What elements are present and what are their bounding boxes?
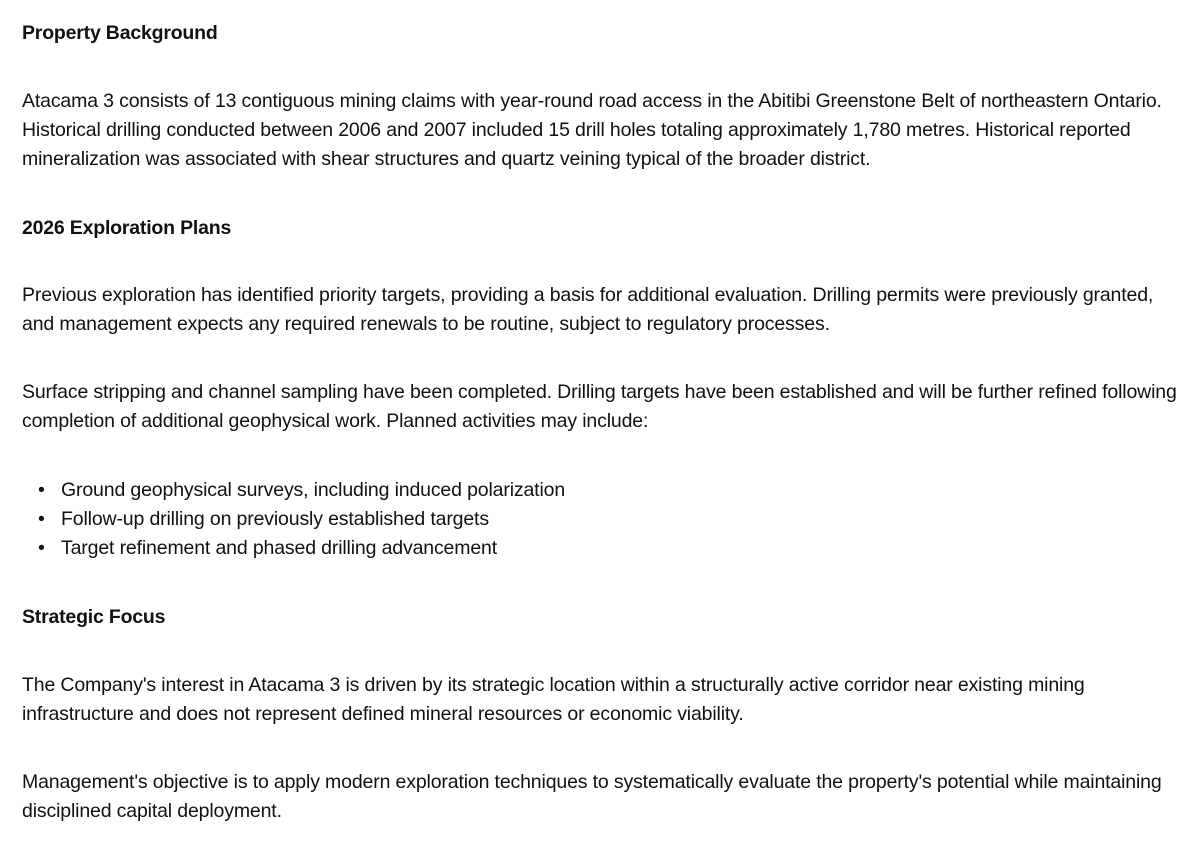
list-item-text: Ground geophysical surveys, including induced polarization [61, 479, 566, 501]
list-item [22, 505, 1186, 534]
list-item-text: Target refinement and phased drilling advancement [61, 537, 498, 559]
paragraph-exploration-plans-1: Previous exploration has identified priority targets, providing a basis for additional evaluation. Drilling permits were previously granted, and management expects any required renewals to be routine, subject to regulatory processes. [22, 284, 1154, 335]
bullet-icon: • [38, 537, 45, 559]
list-item-text: Follow-up drilling on previously established targets [61, 508, 489, 530]
planned-activities-list [22, 476, 1186, 563]
bullet-icon: • [38, 479, 45, 501]
paragraph-strategic-focus-1: The Company's interest in Atacama 3 is driven by its strategic location within a structurally active corridor near existing mining infrastructure and does not represent defined mineral resources or economic viability. [22, 674, 1085, 725]
list-item [22, 534, 1186, 563]
paragraph-property-background: Atacama 3 consists of 13 contiguous mining claims with year-round road access in the Abitibi Greenstone Belt of northeastern Ontario. Historical drilling conducted between 2006 and 2007 included 15 drill holes totaling approximately 1,780 metres. Historical reported mineralization was associated with shear structures and quartz veining typical of the broader district. [22, 90, 1162, 170]
heading-exploration-plans: 2026 Exploration Plans [22, 217, 232, 239]
heading-strategic-focus: Strategic Focus [22, 606, 166, 628]
paragraph-strategic-focus-2: Management's objective is to apply modern exploration techniques to systematically evaluate the property's potential while maintaining disciplined capital deployment. [22, 771, 1162, 822]
paragraph-exploration-plans-2: Surface stripping and channel sampling have been completed. Drilling targets have been established and will be further refined following completion of additional geophysical work. Planned activities may include: [22, 381, 1177, 432]
heading-property-background: Property Background [22, 22, 218, 44]
bullet-icon: • [38, 508, 45, 530]
list-item [22, 476, 1186, 505]
